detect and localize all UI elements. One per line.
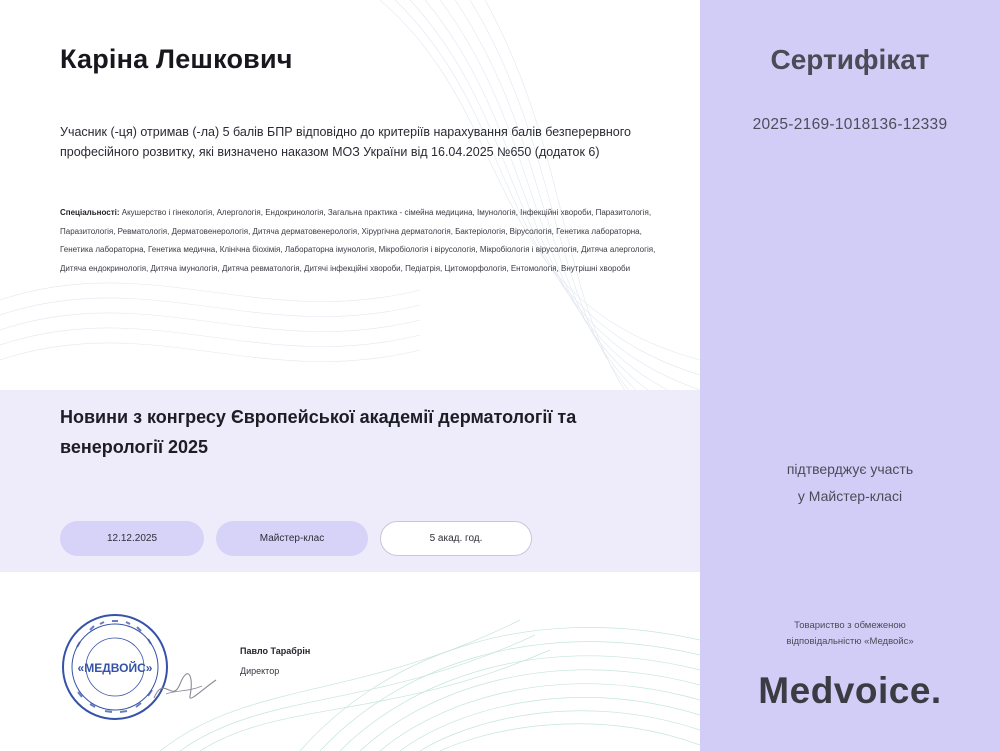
participation-confirmation	[700, 456, 1000, 510]
org-line-2: відповідальністю «Медвойс»	[786, 636, 914, 647]
hours-pill	[380, 521, 532, 556]
course-date: 12.12.2025	[106, 533, 158, 544]
signer-name: Павло Тарабрін	[240, 646, 311, 656]
organization-name	[700, 618, 1000, 650]
director-signature	[150, 668, 220, 708]
medvoice-logo: Medvoice.	[758, 670, 942, 711]
course-hours: 5 акад. год.	[429, 533, 483, 544]
date-pill	[60, 521, 204, 556]
recipient-name: Каріна Лешкович	[60, 44, 293, 74]
certificate-number: 2025-2169-1018136-12339	[752, 116, 948, 133]
confirm-line-2: у Майстер-класі	[797, 488, 903, 504]
stamp-text: «МЕДВОЙС»	[77, 661, 153, 675]
specialties-text: Акушерство і гінекологія, Алергологія, Ендокринологія, Загальна практика - сімейна медицина, Імунологія, Інфекційні хвороби, Паразитологія, Паразитологія, Ревматологія, Дерматовенерологія, Дитяча дерматовенерологія, Хірургічна дерматологія, Бактеріологія, Вірусологія, Генетика лабораторна, Генетика лабораторна, Генетика медична, Клінічна біохімія, Лабораторна імунологія, Мікробіологія і вірусологія, Мікробіологія і вірусологія, Дитяча алергологія, Дитяча ендокринологія, Дитяча імунологія, Дитяча ревматологія, Дитячі інфекційні хвороби, Педіатрія, Цитоморфологія, Ентомологія, Внутрішні хвороби	[60, 208, 656, 273]
confirm-line-1: підтверджує участь	[786, 461, 914, 477]
course-type: Майстер-клас	[259, 533, 325, 544]
org-line-1: Товариство з обмеженою	[794, 620, 906, 631]
specialties-list	[60, 204, 660, 278]
course-title: Новини з конгресу Європейської академії дерматології та венерології 2025	[60, 407, 577, 457]
signer-role: Директор	[240, 666, 280, 676]
certificate-title: Сертифікат	[770, 44, 930, 75]
type-pill	[216, 521, 368, 556]
credit-statement: Учасник (-ця) отримав (-ла) 5 балів БПР відповідно до критеріїв нарахування балів безперервного професійного розвитку, які визначено наказом МОЗ України від 16.04.2025 №650 (додаток 6)	[60, 125, 631, 159]
specialties-label: Спеціальності:	[60, 208, 120, 217]
